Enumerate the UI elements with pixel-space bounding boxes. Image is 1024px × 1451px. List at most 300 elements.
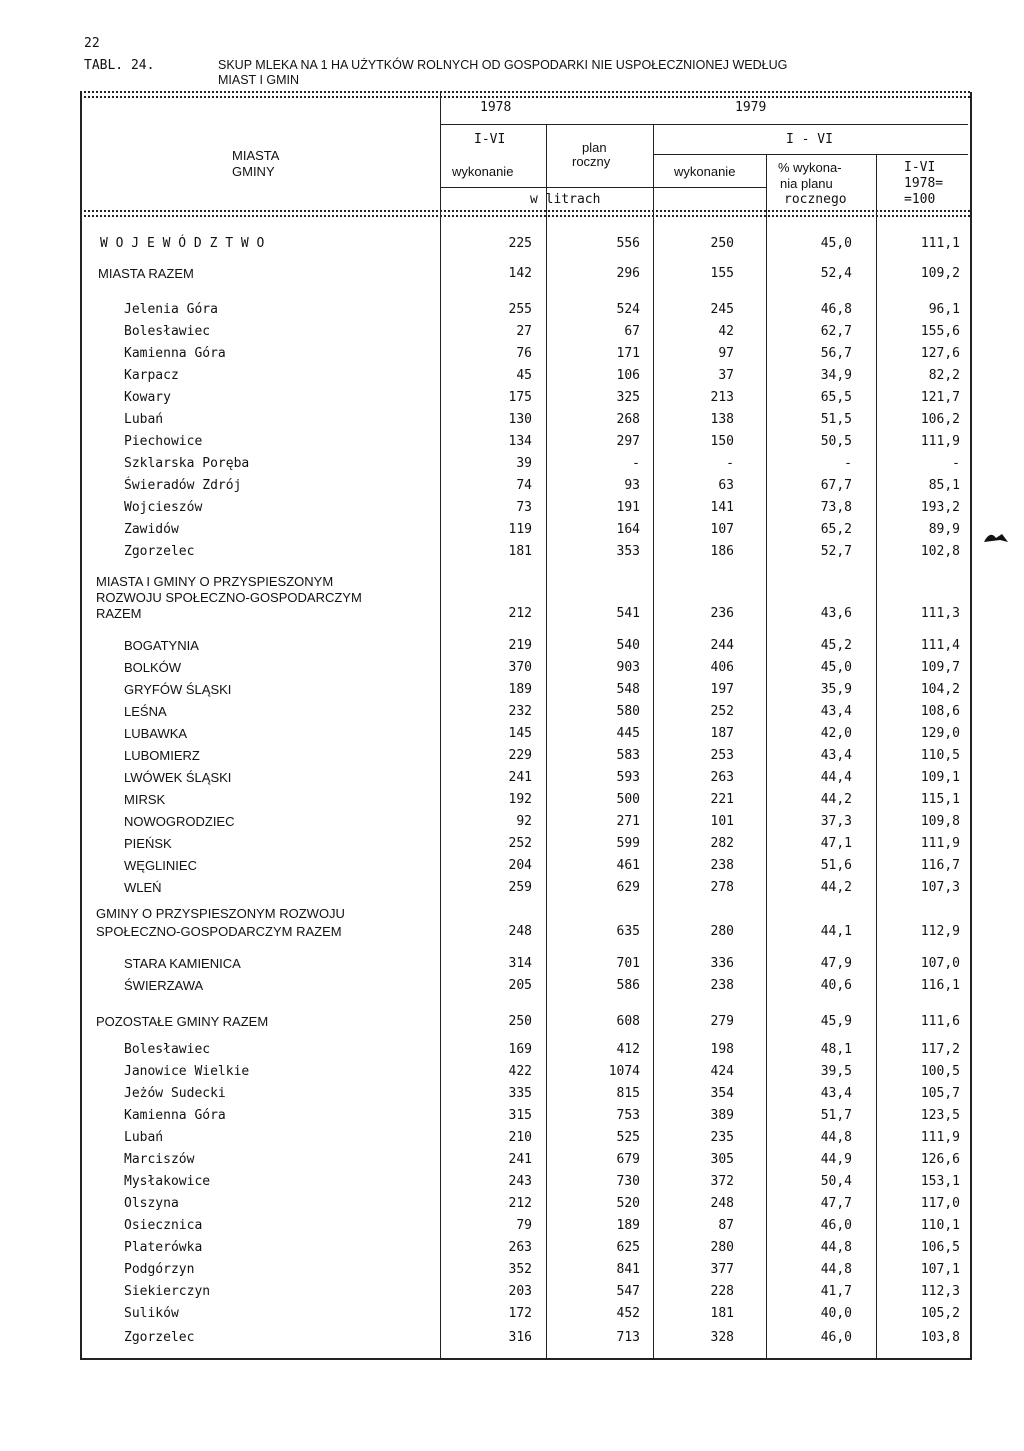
cell-c4: 40,6 xyxy=(820,978,852,993)
cell-c5: 85,1 xyxy=(928,478,960,493)
cell-c2: 583 xyxy=(616,748,640,763)
cell-c5: 110,5 xyxy=(920,748,960,763)
cell-c3: 280 xyxy=(710,924,734,939)
cell-c5: 102,8 xyxy=(920,544,960,559)
cell-c5: 127,6 xyxy=(920,346,960,361)
top-rule xyxy=(80,91,970,98)
cell-c2: 730 xyxy=(616,1174,640,1189)
cell-c5: 100,5 xyxy=(920,1064,960,1079)
cell-c4: 44,4 xyxy=(820,770,852,785)
row-label: Lubań xyxy=(124,412,164,427)
cell-c1: 169 xyxy=(508,1042,532,1057)
cell-c5: 153,1 xyxy=(920,1174,960,1189)
cell-c1: 172 xyxy=(508,1306,532,1321)
idx-line1: I-VI xyxy=(904,160,936,175)
cell-c1: 229 xyxy=(508,748,532,763)
cell-c3: 236 xyxy=(710,606,734,621)
cell-c2: 679 xyxy=(616,1152,640,1167)
cell-c1: 210 xyxy=(508,1130,532,1145)
row-label: SPOŁECZNO-GOSPODARCZYM RAZEM xyxy=(96,924,342,939)
cell-c2: 268 xyxy=(616,412,640,427)
cell-c1: 76 xyxy=(516,346,532,361)
cell-c4: 65,5 xyxy=(820,390,852,405)
cell-c2: 353 xyxy=(616,544,640,559)
row-label: NOWOGRODZIEC xyxy=(124,814,235,829)
cell-c5: 116,1 xyxy=(920,978,960,993)
cell-c3: 138 xyxy=(710,412,734,427)
cell-c3: 328 xyxy=(710,1330,734,1345)
row-label: LWÓWEK ŚLĄSKI xyxy=(124,770,232,785)
col-divider xyxy=(440,93,441,1358)
cell-c3: 282 xyxy=(710,836,734,851)
row-label: Siekierczyn xyxy=(124,1284,211,1299)
cell-c4: 47,1 xyxy=(820,836,852,851)
cell-c1: 130 xyxy=(508,412,532,427)
row-label: Sulików xyxy=(124,1306,179,1321)
cell-c2: 67 xyxy=(624,324,640,339)
row-label: Bolesławiec xyxy=(124,1042,211,1057)
cell-c4: 50,5 xyxy=(820,434,852,449)
cell-c1: 142 xyxy=(508,266,532,281)
cell-c5: 117,0 xyxy=(920,1196,960,1211)
pct-line2: nia planu xyxy=(780,176,833,191)
col-divider xyxy=(876,155,877,1358)
cell-c5: 82,2 xyxy=(928,368,960,383)
table-title-line1: SKUP MLEKA NA 1 HA UŻYTKÓW ROLNYCH OD GOSPODARKI NIE USPOŁECZNIONEJ WEDŁUG xyxy=(218,58,788,72)
cell-c2: 541 xyxy=(616,606,640,621)
cell-c3: 97 xyxy=(718,346,734,361)
cell-c2: 520 xyxy=(616,1196,640,1211)
cell-c1: 203 xyxy=(508,1284,532,1299)
header-line xyxy=(440,187,766,188)
cell-c4: 73,8 xyxy=(820,500,852,515)
cell-c1: 79 xyxy=(516,1218,532,1233)
cell-c1: 370 xyxy=(508,660,532,675)
cell-c5: 111,6 xyxy=(920,1014,960,1029)
cell-c2: 903 xyxy=(616,660,640,675)
cell-c4: 43,6 xyxy=(820,606,852,621)
row-label: LUBAWKA xyxy=(124,726,188,741)
col-divider xyxy=(766,155,767,1358)
cell-c4: 62,7 xyxy=(820,324,852,339)
cell-c3: - xyxy=(726,456,734,471)
cell-c2: 271 xyxy=(616,814,640,829)
row-label: WĘGLINIEC xyxy=(124,858,197,873)
cell-c2: 629 xyxy=(616,880,640,895)
page-number: 22 xyxy=(84,36,100,51)
row-label: Zgorzelec xyxy=(124,1330,195,1345)
cell-c4: 43,4 xyxy=(820,704,852,719)
row-label: BOLKÓW xyxy=(124,660,182,675)
cell-c5: 105,7 xyxy=(920,1086,960,1101)
cell-c2: 164 xyxy=(616,522,640,537)
cell-c5: 116,7 xyxy=(920,858,960,873)
cell-c4: 39,5 xyxy=(820,1064,852,1079)
cell-c5: 106,5 xyxy=(920,1240,960,1255)
cell-c1: 314 xyxy=(508,956,532,971)
row-label: Mysłakowice xyxy=(124,1174,211,1189)
cell-c5: 105,2 xyxy=(920,1306,960,1321)
plan-line1: plan xyxy=(582,140,607,155)
cell-c3: 406 xyxy=(710,660,734,675)
row-label: STARA KAMIENICA xyxy=(124,956,241,971)
cell-c2: 189 xyxy=(616,1218,640,1233)
cell-c3: 235 xyxy=(710,1130,734,1145)
row-label: WLEŃ xyxy=(124,880,162,895)
cell-c4: - xyxy=(844,456,852,471)
cell-c1: 422 xyxy=(508,1064,532,1079)
cell-c3: 377 xyxy=(710,1262,734,1277)
cell-c1: 189 xyxy=(508,682,532,697)
row-label: W O J E W Ó D Z T W O xyxy=(100,236,265,251)
row-label: Jelenia Góra xyxy=(124,302,218,317)
row-label: MIRSK xyxy=(124,792,166,807)
cell-c5: 111,9 xyxy=(920,1130,960,1145)
cell-c2: 106 xyxy=(616,368,640,383)
cell-c1: 352 xyxy=(508,1262,532,1277)
cell-c3: 389 xyxy=(710,1108,734,1123)
cell-c5: 104,2 xyxy=(920,682,960,697)
cell-c1: 212 xyxy=(508,1196,532,1211)
cell-c2: 500 xyxy=(616,792,640,807)
cell-c5: 126,6 xyxy=(920,1152,960,1167)
cell-c1: 205 xyxy=(508,978,532,993)
cell-c5: 129,0 xyxy=(920,726,960,741)
row-label: Olszyna xyxy=(124,1196,179,1211)
cell-c2: 593 xyxy=(616,770,640,785)
cell-c5: 103,8 xyxy=(920,1330,960,1345)
cell-c3: 278 xyxy=(710,880,734,895)
row-label: Bolesławiec xyxy=(124,324,211,339)
cell-c3: 37 xyxy=(718,368,734,383)
cell-c3: 107 xyxy=(710,522,734,537)
cell-c3: 198 xyxy=(710,1042,734,1057)
cell-c3: 238 xyxy=(710,858,734,873)
row-label: MIASTA RAZEM xyxy=(98,266,194,281)
cell-c1: 92 xyxy=(516,814,532,829)
cell-c3: 252 xyxy=(710,704,734,719)
cell-c2: 297 xyxy=(616,434,640,449)
cell-c1: 45 xyxy=(516,368,532,383)
pct-line3: rocznego xyxy=(784,192,847,207)
cell-c4: 51,5 xyxy=(820,412,852,427)
cell-c1: 27 xyxy=(516,324,532,339)
cell-c2: 93 xyxy=(624,478,640,493)
cell-c5: 107,1 xyxy=(920,1262,960,1277)
cell-c3: 424 xyxy=(710,1064,734,1079)
cell-c5: 106,2 xyxy=(920,412,960,427)
cell-c4: 44,8 xyxy=(820,1262,852,1277)
cell-c1: 243 xyxy=(508,1174,532,1189)
row-label: Kamienna Góra xyxy=(124,1108,226,1123)
stub-header-line1: MIASTA xyxy=(232,148,280,163)
row-label: ŚWIERZAWA xyxy=(124,978,204,993)
row-label: Podgórzyn xyxy=(124,1262,195,1277)
cell-c5: 96,1 xyxy=(928,302,960,317)
cell-c4: 44,2 xyxy=(820,880,852,895)
cell-c2: 556 xyxy=(616,236,640,251)
row-label: LUBOMIERZ xyxy=(124,748,200,763)
cell-c2: 701 xyxy=(616,956,640,971)
cell-c3: 372 xyxy=(710,1174,734,1189)
row-label: Lubań xyxy=(124,1130,164,1145)
header-line xyxy=(440,124,968,125)
group-heading-line: MIASTA I GMINY O PRZYSPIESZONYM xyxy=(96,574,334,589)
row-label: LEŚNA xyxy=(124,704,167,719)
cell-c2: 608 xyxy=(616,1014,640,1029)
period-1978: I-VI xyxy=(474,132,506,147)
pct-line1: % wykona- xyxy=(778,160,842,175)
cell-c4: 65,2 xyxy=(820,522,852,537)
cell-c4: 44,1 xyxy=(820,924,852,939)
cell-c2: 586 xyxy=(616,978,640,993)
cell-c4: 45,0 xyxy=(820,660,852,675)
cell-c3: 213 xyxy=(710,390,734,405)
cell-c2: 191 xyxy=(616,500,640,515)
cell-c5: 115,1 xyxy=(920,792,960,807)
cell-c4: 50,4 xyxy=(820,1174,852,1189)
cell-c4: 34,9 xyxy=(820,368,852,383)
cell-c1: 175 xyxy=(508,390,532,405)
cell-c2: 1074 xyxy=(608,1064,640,1079)
exec-1978: wykonanie xyxy=(452,164,514,179)
cell-c1: 250 xyxy=(508,1014,532,1029)
exec-1979: wykonanie xyxy=(674,164,736,179)
row-label: GRYFÓW ŚLĄSKI xyxy=(124,682,232,697)
col-divider xyxy=(546,125,547,1358)
cell-c2: 540 xyxy=(616,638,640,653)
cell-c4: 51,7 xyxy=(820,1108,852,1123)
cell-c2: 635 xyxy=(616,924,640,939)
cell-c3: 155 xyxy=(710,266,734,281)
year-1979: 1979 xyxy=(735,100,767,115)
row-label: Platerówka xyxy=(124,1240,203,1255)
cell-c4: 46,8 xyxy=(820,302,852,317)
cell-c4: 35,9 xyxy=(820,682,852,697)
cell-c3: 186 xyxy=(710,544,734,559)
cell-c1: 252 xyxy=(508,836,532,851)
cell-c1: 73 xyxy=(516,500,532,515)
cell-c4: 44,9 xyxy=(820,1152,852,1167)
cell-c5: 89,9 xyxy=(928,522,960,537)
cell-c3: 197 xyxy=(710,682,734,697)
row-label: BOGATYNIA xyxy=(124,638,199,653)
cell-c3: 42 xyxy=(718,324,734,339)
year-1978: 1978 xyxy=(480,100,512,115)
idx-line3: =100 xyxy=(904,192,936,207)
cell-c4: 51,6 xyxy=(820,858,852,873)
cell-c2: 461 xyxy=(616,858,640,873)
cell-c5: 123,5 xyxy=(920,1108,960,1123)
cell-c4: 67,7 xyxy=(820,478,852,493)
cell-c1: 316 xyxy=(508,1330,532,1345)
col-divider xyxy=(653,125,654,1358)
cell-c1: 259 xyxy=(508,880,532,895)
cell-c5: 109,2 xyxy=(920,266,960,281)
cell-c2: 412 xyxy=(616,1042,640,1057)
row-label: Zgorzelec xyxy=(124,544,195,559)
cell-c3: 279 xyxy=(710,1014,734,1029)
cell-c2: 841 xyxy=(616,1262,640,1277)
cell-c3: 253 xyxy=(710,748,734,763)
cell-c5: 112,9 xyxy=(920,924,960,939)
cell-c5: 193,2 xyxy=(920,500,960,515)
cell-c4: 44,8 xyxy=(820,1130,852,1145)
cell-c4: 45,2 xyxy=(820,638,852,653)
row-label: Kowary xyxy=(124,390,171,405)
cell-c3: 150 xyxy=(710,434,734,449)
cell-c5: 107,3 xyxy=(920,880,960,895)
cell-c1: 39 xyxy=(516,456,532,471)
cell-c2: 524 xyxy=(616,302,640,317)
row-label: Wojcieszów xyxy=(124,500,203,515)
cell-c3: 221 xyxy=(710,792,734,807)
cell-c3: 181 xyxy=(710,1306,734,1321)
cell-c3: 238 xyxy=(710,978,734,993)
cell-c4: 44,2 xyxy=(820,792,852,807)
row-label: Jeżów Sudecki xyxy=(124,1086,226,1101)
cell-c4: 48,1 xyxy=(820,1042,852,1057)
cell-c4: 45,9 xyxy=(820,1014,852,1029)
cell-c5: 111,9 xyxy=(920,836,960,851)
cell-c5: 109,1 xyxy=(920,770,960,785)
row-label: PIEŃSK xyxy=(124,836,172,851)
cell-c4: 47,7 xyxy=(820,1196,852,1211)
cell-c1: 255 xyxy=(508,302,532,317)
cell-c4: 46,0 xyxy=(820,1330,852,1345)
cell-c5: 110,1 xyxy=(920,1218,960,1233)
cell-c4: 44,8 xyxy=(820,1240,852,1255)
cell-c1: 145 xyxy=(508,726,532,741)
cell-c1: 232 xyxy=(508,704,532,719)
cell-c5: 121,7 xyxy=(920,390,960,405)
cell-c2: 713 xyxy=(616,1330,640,1345)
row-label: Świeradów Zdrój xyxy=(124,478,242,493)
row-label: Osiecznica xyxy=(124,1218,203,1233)
cell-c2: 171 xyxy=(616,346,640,361)
cell-c4: 37,3 xyxy=(820,814,852,829)
cell-c2: 753 xyxy=(616,1108,640,1123)
cell-c3: 228 xyxy=(710,1284,734,1299)
cell-c3: 101 xyxy=(710,814,734,829)
cell-c1: 335 xyxy=(508,1086,532,1101)
cell-c2: 625 xyxy=(616,1240,640,1255)
row-label: POZOSTAŁE GMINY RAZEM xyxy=(96,1014,269,1029)
cell-c2: 296 xyxy=(616,266,640,281)
cell-c4: 46,0 xyxy=(820,1218,852,1233)
cell-c4: 52,4 xyxy=(820,266,852,281)
cell-c3: 248 xyxy=(710,1196,734,1211)
cell-c5: 112,3 xyxy=(920,1284,960,1299)
cell-c3: 87 xyxy=(718,1218,734,1233)
cell-c1: 134 xyxy=(508,434,532,449)
cell-c5: 111,9 xyxy=(920,434,960,449)
cell-c4: 45,0 xyxy=(820,236,852,251)
cell-c3: 354 xyxy=(710,1086,734,1101)
cell-c4: 42,0 xyxy=(820,726,852,741)
row-label: Kamienna Góra xyxy=(124,346,226,361)
row-label: Marciszów xyxy=(124,1152,195,1167)
cell-c4: 47,9 xyxy=(820,956,852,971)
cell-c4: 41,7 xyxy=(820,1284,852,1299)
cell-c1: 315 xyxy=(508,1108,532,1123)
plan-line2: roczny xyxy=(572,154,611,169)
cell-c1: 74 xyxy=(516,478,532,493)
cell-c4: 43,4 xyxy=(820,1086,852,1101)
cell-c3: 250 xyxy=(710,236,734,251)
cell-c2: 547 xyxy=(616,1284,640,1299)
cell-c2: 548 xyxy=(616,682,640,697)
cell-c4: 43,4 xyxy=(820,748,852,763)
group-heading-line: GMINY O PRZYSPIESZONYM ROZWOJU xyxy=(96,906,345,921)
cell-c1: 219 xyxy=(508,638,532,653)
header-line xyxy=(653,154,968,155)
cell-c5: 109,7 xyxy=(920,660,960,675)
cell-c3: 63 xyxy=(718,478,734,493)
row-label: Szklarska Poręba xyxy=(124,456,250,471)
period-1979: I - VI xyxy=(786,132,833,147)
cell-c5: - xyxy=(952,456,960,471)
cell-c1: 225 xyxy=(508,236,532,251)
cell-c5: 108,6 xyxy=(920,704,960,719)
cell-c2: - xyxy=(632,456,640,471)
stub-header-line2: GMINY xyxy=(232,164,275,179)
cell-c3: 187 xyxy=(710,726,734,741)
unit-label: w litrach xyxy=(530,192,601,207)
cell-c1: 119 xyxy=(508,522,532,537)
group-heading-line: ROZWOJU SPOŁECZNO-GOSPODARCZYM xyxy=(96,590,362,605)
cell-c2: 815 xyxy=(616,1086,640,1101)
cell-c1: 241 xyxy=(508,770,532,785)
cell-c1: 241 xyxy=(508,1152,532,1167)
cell-c2: 525 xyxy=(616,1130,640,1145)
row-label: Janowice Wielkie xyxy=(124,1064,250,1079)
cell-c5: 111,3 xyxy=(920,606,960,621)
cell-c5: 117,2 xyxy=(920,1042,960,1057)
cell-c3: 336 xyxy=(710,956,734,971)
cell-c5: 155,6 xyxy=(920,324,960,339)
table-label: TABL. 24. xyxy=(84,58,155,73)
cell-c3: 280 xyxy=(710,1240,734,1255)
cell-c3: 305 xyxy=(710,1152,734,1167)
row-label: Karpacz xyxy=(124,368,179,383)
cell-c1: 204 xyxy=(508,858,532,873)
cell-c4: 40,0 xyxy=(820,1306,852,1321)
header-rule xyxy=(80,210,970,217)
row-label: Piechowice xyxy=(124,434,203,449)
idx-line2: 1978= xyxy=(904,176,944,191)
cell-c2: 325 xyxy=(616,390,640,405)
cell-c5: 111,1 xyxy=(920,236,960,251)
cell-c3: 244 xyxy=(710,638,734,653)
cell-c3: 263 xyxy=(710,770,734,785)
cell-c2: 599 xyxy=(616,836,640,851)
cell-c1: 192 xyxy=(508,792,532,807)
cell-c1: 263 xyxy=(508,1240,532,1255)
cell-c2: 445 xyxy=(616,726,640,741)
cell-c4: 56,7 xyxy=(820,346,852,361)
cell-c2: 452 xyxy=(616,1306,640,1321)
cell-c3: 245 xyxy=(710,302,734,317)
cell-c1: 181 xyxy=(508,544,532,559)
row-label: RAZEM xyxy=(96,606,142,621)
margin-mark-icon xyxy=(982,528,1012,548)
row-label: Zawidów xyxy=(124,522,179,537)
cell-c1: 212 xyxy=(508,606,532,621)
cell-c5: 111,4 xyxy=(920,638,960,653)
cell-c5: 109,8 xyxy=(920,814,960,829)
cell-c2: 580 xyxy=(616,704,640,719)
